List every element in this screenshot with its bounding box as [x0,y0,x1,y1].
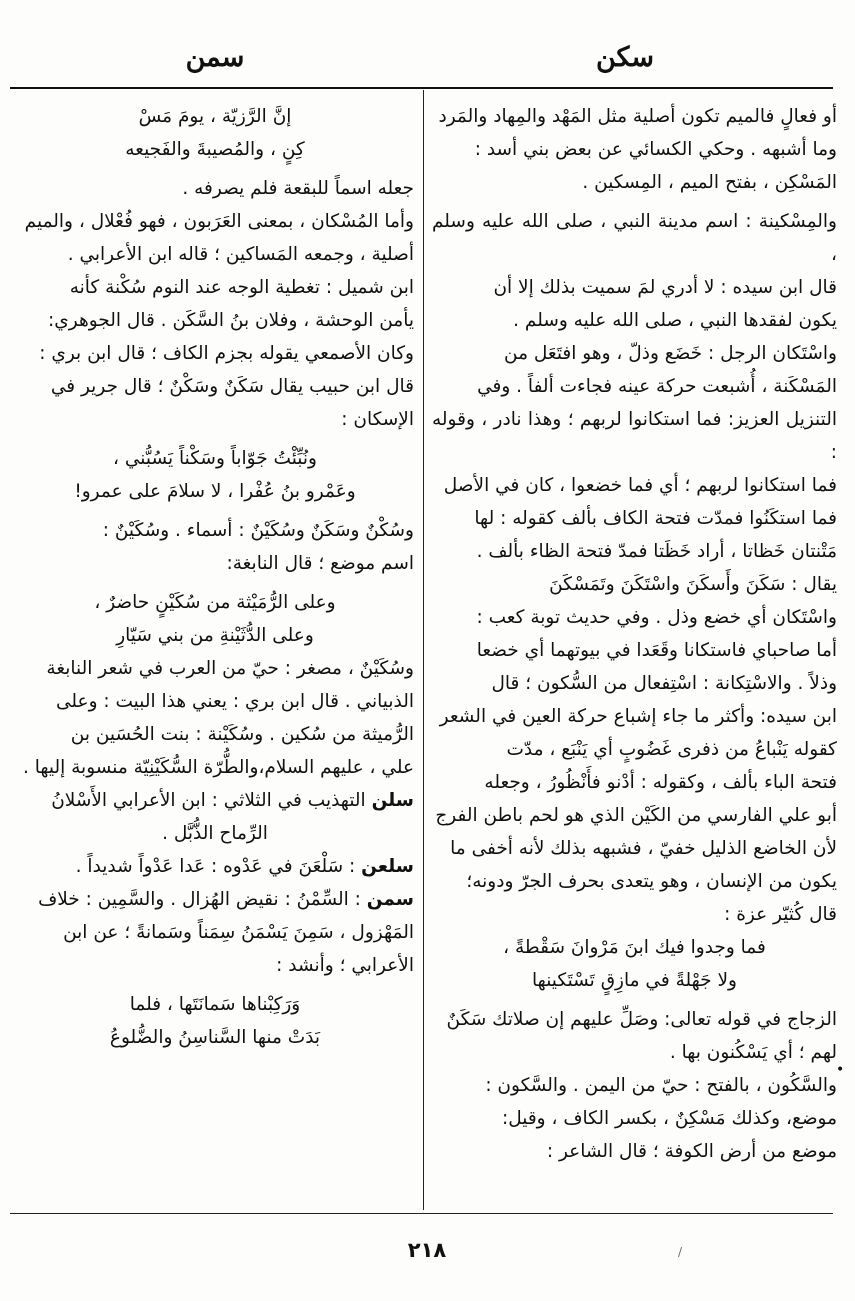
text-line: وما أشبهه . وحكي الكسائي عن بعض بني أسد : [474,139,837,160]
text-line: علي ، عليهم السلام،والطُّرّة السُّكَيْنِيّة منسوبة إليها . [22,757,414,778]
text-line: كقوله يَنْباعُ من ذفرى غَضُوبٍ أي يَنْبَع ، مدّت [506,739,837,760]
text-line: يكون لفقدها النبي ، صلى الله عليه وسلم . [513,310,837,331]
text-line: الذبياني . قال ابن بري : يعني هذا البيت : وعلى [55,691,414,712]
verse-line: بَدَتْ منها السَّناسِنُ والضُّلوعُ [109,1027,321,1048]
text-line: قال ابن حبيب يقال سَكَنٌ وسَكْنٌ ؛ قال جرير في [50,376,414,397]
entry-headword: سلعن [361,856,414,877]
verse-line: وعلى الرُّمَيْثة من سُكَيْنٍ حاضرٌ ، [94,592,336,613]
text-line: : سَلْعَنَ في عَدْوه : عَدا عَدْواً شديداً . [75,856,356,877]
verse-line: فما وجدوا فيك ابنَ مَرْوانَ سَقْطةً ، [503,937,766,958]
text-line: يقال : سَكَنَ وأَسكَنَ واسْتَكَنَ وتَمَسْكَنَ [549,574,837,595]
stray-mark: / [678,1245,683,1259]
margin-mark: • [836,1062,845,1078]
text-line: لأن الخاضع الذليل خفيّ ، فشبهه بذلك لأنه أخفى ما [450,838,837,859]
text-line: واسْتَكان الرجل : خَضَع وذلّ ، وهو افتَعَل من [504,343,837,364]
text-line: فما استكَنُوا فمدّت فتحة الكاف بألف كقوله : لها [474,508,837,529]
left-column [16,100,414,1054]
text-line: الرِّماح الذُّبَّل . [162,823,268,844]
text-line: المَسْكِن ، بفتح الميم ، المِسكين . [582,172,837,193]
text-line: التنزيل العزيز: فما استكانوا لربهم ؛ وهذا نادر ، وقوله : [432,409,837,463]
text-line: أو فعالٍ فالميم تكون أصلية مثل المَهْد والمِهاد والمَرد [438,106,837,127]
text-line: أما صاحباي فاستكانا وقَعَدا في بيوتهما أي خضعا [476,640,837,661]
text-line: المَهْزول ، سَمِنَ يَسْمَنُ سِمَناً وسَمانةً ؛ عن ابن [63,922,414,943]
entry-line [16,784,414,817]
text-line: المَسْكَنة ، أُشبعت حركة عينه فجاءت ألفاً . وفي [477,376,837,397]
text-line: الزجاج في قوله تعالى: وصَلِّ عليهم إن صلاتك سَكَنٌ [446,1009,837,1030]
entry-headword: سمن [366,889,414,910]
text-line: جعله اسماً للبقعة فلم يصرفه . [182,178,414,199]
text-line: التهذيب في الثلاثي : ابن الأعرابي الأَسْلانُ [51,790,366,811]
verse-line: وعلى الدُّثَيْنةِ من بني سَيّارِ [116,625,314,646]
headword-right: سكن [595,42,655,73]
text-line: الإسكان : [341,409,414,430]
text-line: وسُكْنٌ وسَكَنٌ وسُكَيْنٌ : أسماء . وسُكَيْنٌ : [102,520,414,541]
text-line: الأعرابي ؛ وأنشد : [276,955,414,976]
text-line: أبو علي الفارسي من الكَيْن الذي هو لحم باطن الفرج [435,805,837,826]
entry-headword: سلن [371,790,414,811]
text-line: لهم ؛ أي يَسْكُنون بها . [669,1042,837,1063]
verse-line: ونُبِّئْتُ جَوّاباً وسَكْناً يَسُبُّني ، [113,448,317,469]
verse-line: كِنٍ ، والمُصيبةَ والفَجيعه [125,139,305,160]
text-line: واسْتَكان أي خضع وذل . وفي حديث توبة كعب : [476,607,837,628]
column-divider [423,90,424,1210]
verse-line: إنَّ الرَّزيّة ، يومَ مَسْ [138,106,292,127]
bottom-rule [10,1213,833,1214]
text-line: فما استكانوا لربهم ؛ أي فما خضعوا ، كان في الأصل [443,475,837,496]
text-line: قال كُثيّر عزة : [724,904,837,925]
headword-left: سمن [185,42,245,73]
text-line: قال ابن سيده : لا أدري لمَ سميت بذلك إلا أن [493,277,837,298]
text-line: أصلية ، وجمعه المَساكين ؛ قاله ابن الأعرابي . [67,244,414,265]
verse-line: وَرَكِبْناها سَمانَتَها ، فلما [129,994,301,1015]
entry-line [16,850,414,883]
page-number: ٢١٨ [407,1238,447,1262]
text-line: والسَّكُون ، بالفتح : حيّ من اليمن . والسَّكون : [485,1075,837,1096]
text-line: مَتْنتان خَظاتا ، أراد خَظَتا فمدّ فتحة الظاء بألف . [476,541,837,562]
text-line: والمِسْكينة : اسم مدينة النبي ، صلى الله عليه وسلم ، [432,211,837,265]
text-line: ابن شميل : تغطية الوجه عند النوم سُكْنة كأنه [69,277,414,298]
text-line: وسُكَيْنٌ ، مصغر : حيّ من العرب في شعر النابغة [46,658,414,679]
top-rule [10,87,833,89]
text-line: موضع، وكذلك مَسْكِنٌ ، بكسر الكاف ، وقيل: [502,1108,837,1129]
text-line: : السِّمْنُ : نقيض الهُزال . والسَّمِين : خلاف [38,889,361,910]
text-line: ابن سيده: وأكثر ما جاء إشباع حركة العين في الشعر [439,706,837,727]
text-line: الرُّميثة من سُكين . وسُكَيْنة : بنت الحُسَين بن [70,724,414,745]
text-line: يأمن الوحشة ، وفلان بنُ السَّكَن . قال الجوهري: [48,310,414,331]
entry-line [16,883,414,916]
text-line: يكون من الإنسان ، وهو يتعدى بحرف الجرّ ودونه؛ [466,871,837,892]
text-line: موضع من أرض الكوفة ؛ قال الشاعر : [546,1141,837,1162]
verse-line: ولا جَهْلةً في مازِقٍ تَسْتَكينها [532,970,737,991]
verse-line: وعَمْرو بنُ عُفْرا ، لا سلامَ على عمرو! [74,481,356,502]
text-line: اسم موضع ؛ قال النابغة: [226,553,414,574]
text-line: وذلاً . والاسْتِكانة : اسْتِفعال من السُّكون ؛ قال [491,673,837,694]
right-column [432,100,837,1168]
text-line: وكان الأصمعي يقوله بجزم الكاف ؛ قال ابن بري : [39,343,414,364]
text-line: وأما المُسْكان ، بمعنى العَرَبون ، فهو فُعْلال ، والميم [24,211,414,232]
text-line: فتحة الباء بألف ، وكقوله : أدْنو فأَنْظُورُ ، وجعله [484,772,837,793]
